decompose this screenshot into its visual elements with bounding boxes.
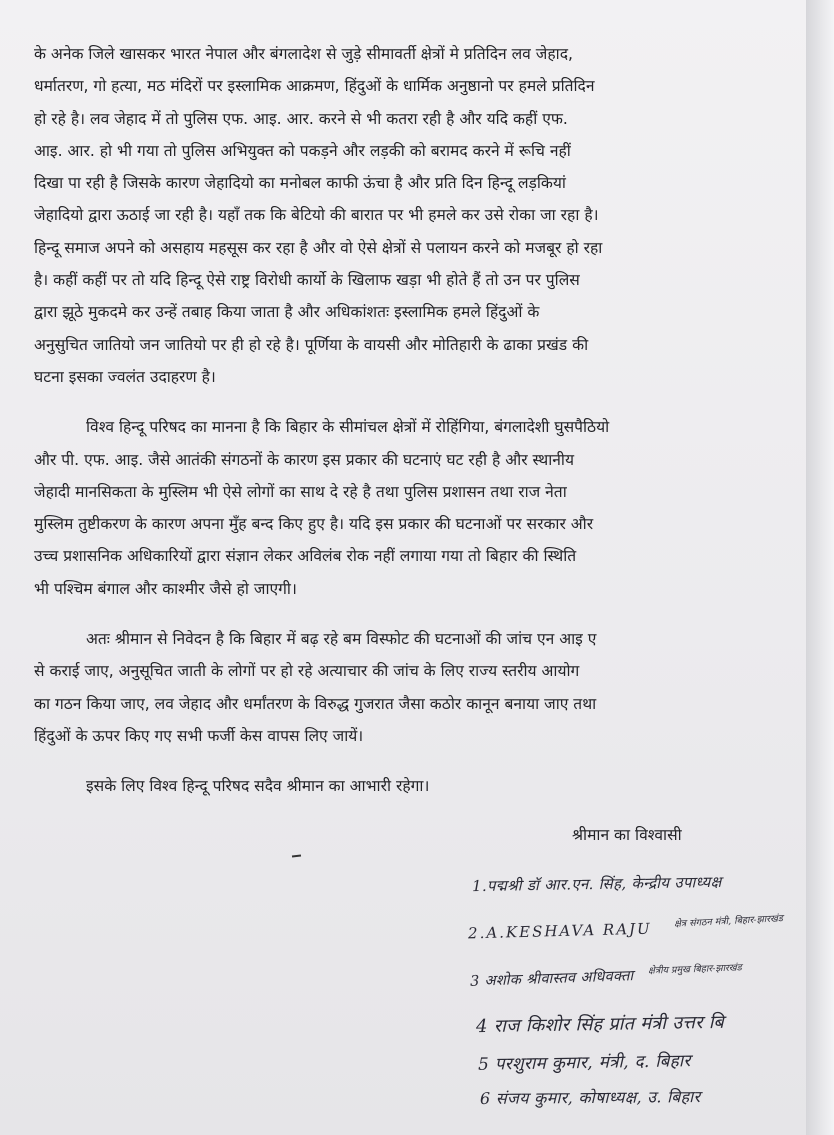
text-line: जेहादी मानसिकता के मुस्लिम भी ऐसे लोगों का साथ दे रहे है तथा पुलिस प्रशासन तथा राज नेता <box>34 482 567 501</box>
text-line: हो रहे है। लव जेहाद में तो पुलिस एफ. आइ. आर. करने से भी कतरा रही है और यदि कहीं एफ. <box>34 109 568 128</box>
signature-6: 6 संजय कुमार, कोषाध्यक्ष, उ. बिहार <box>479 1087 701 1108</box>
signature-4: 4 राज किशोर सिंह प्रांत मंत्री उत्तर बि <box>475 1011 725 1038</box>
text-line: उच्च प्रशासनिक अधिकारियों द्वारा संज्ञान लेकर अविलंब रोक नहीं लगाया गया तो बिहार की स्थिति <box>34 547 577 566</box>
thanks-line: इसके लिए विश्व हिन्दू परिषद सदैव श्रीमान का आभारी रहेगा। <box>86 777 430 796</box>
text-line: है। कहीं कहीं पर तो यदि हिन्दू ऐसे राष्ट्र विरोधी कार्यो के खिलाफ खड़ा भी होते हैं तो उन पर पुलिस <box>34 271 580 290</box>
text-line: भी पश्चिम बंगाल और काश्मीर जैसे हो जाएगी। <box>34 579 297 598</box>
ink-mark <box>292 855 301 858</box>
text-line: विश्व हिन्दू परिषद का मानना है कि बिहार के सीमांचल क्षेत्रों में रोहिंगिया, बंगलादेशी घुसपैठियो <box>86 418 610 437</box>
text-line: जेहादियो द्वारा ऊठाई जा रही है। यहाँ तक कि बेटियो की बारात पर भी हमले कर उसे रोका जा रहा है। <box>34 206 599 225</box>
signature-1: 1.पद्मश्री डॉ आर.एन. सिंह, केन्द्रीय उपाध्यक्ष <box>471 872 722 896</box>
text-line: अतः श्रीमान से निवेदन है कि बिहार में बढ़ रहे बम विस्फोट की घटनाओं की जांच एन आइ ए <box>86 630 597 649</box>
text-line: और पी. एफ. आइ. जैसे आतंकी संगठनों के कारण इस प्रकार की घटनाएं घट रही है और स्थानीय <box>34 450 575 469</box>
paper-edge <box>806 0 834 1135</box>
paragraph-gap <box>34 752 694 770</box>
paragraph-gap <box>34 605 694 623</box>
signature-5: 5 परशुराम कुमार, मंत्री, द. बिहार <box>477 1051 691 1075</box>
signature-2: 2.A.KESHAVA RAJU <box>467 919 652 943</box>
text-line: धर्मातरण, गो हत्या, मठ मंदिरों पर इस्लामिक आक्रमण, हिंदुओं के धार्मिक अनुष्ठानो पर हमले प्रतिदिन <box>34 77 595 96</box>
text-line: दिखा पा रही है जिसके कारण जेहादियो का मनोबल काफी ऊंचा है और प्रति दिन हिन्दू लड़कियां <box>34 174 566 193</box>
closing-salutation: श्रीमान का विश्वासी <box>572 826 682 844</box>
text-line: हिंदुओं के ऊपर किए गए सभी फर्जी केस वापस लिए जायें। <box>34 726 364 745</box>
paragraph-gap <box>34 393 694 411</box>
text-line: मुस्लिम तुष्टीकरण के कारण अपना मुँह बन्द किए हुए है। यदि इस प्रकार की घटनाओं पर सरकार और <box>34 515 594 534</box>
signature-2-note: क्षेत्र संगठन मंत्री, बिहार-झारखंड <box>673 913 784 930</box>
text-line: के अनेक जिले खासकर भारत नेपाल और बंगलादेश से जुड़े सीमावर्ती क्षेत्रों मे प्रतिदिन लव जेहाद, <box>34 45 573 63</box>
text-line: आइ. आर. हो भी गया तो पुलिस अभियुक्त को पकड़ने और लड़की को बरामद करने में रूचि नहीं <box>34 141 571 160</box>
text-line: द्वारा झूठे मुकदमे कर उन्हें तबाह किया जाता है और अधिकांशतः इस्लामिक हमले हिंदुओं के <box>34 303 540 322</box>
text-line: हिन्दू समाज अपने को असहाय महसूस कर रहा है और वो ऐसे क्षेत्रों से पलायन करने को मजबूर हो रहा <box>34 238 603 257</box>
text-line: घटना इसका ज्वलंत उदाहरण है। <box>34 367 216 386</box>
signature-3: 3 अशोक श्रीवास्तव अधिवक्ता <box>469 968 634 990</box>
text-line: से कराई जाए, अनुसूचित जाती के लोगों पर हो रहे अत्याचार की जांच के लिए राज्य स्तरीय आयोग <box>34 662 580 681</box>
text-line: का गठन किया जाए, लव जेहाद और धर्मांतरण के विरुद्ध गुजरात जैसा कठोर कानून बनाया जाए तथा <box>34 694 597 713</box>
text-line: अनुसुचित जातियो जन जातियो पर ही हो रहे है। पूर्णिया के वायसी और मोतिहारी के ढाका प्रखंड की <box>34 335 589 354</box>
signature-3-note: क्षेत्रीय प्रमुख बिहार-झारखंड <box>647 962 742 977</box>
letter-body <box>34 38 694 803</box>
